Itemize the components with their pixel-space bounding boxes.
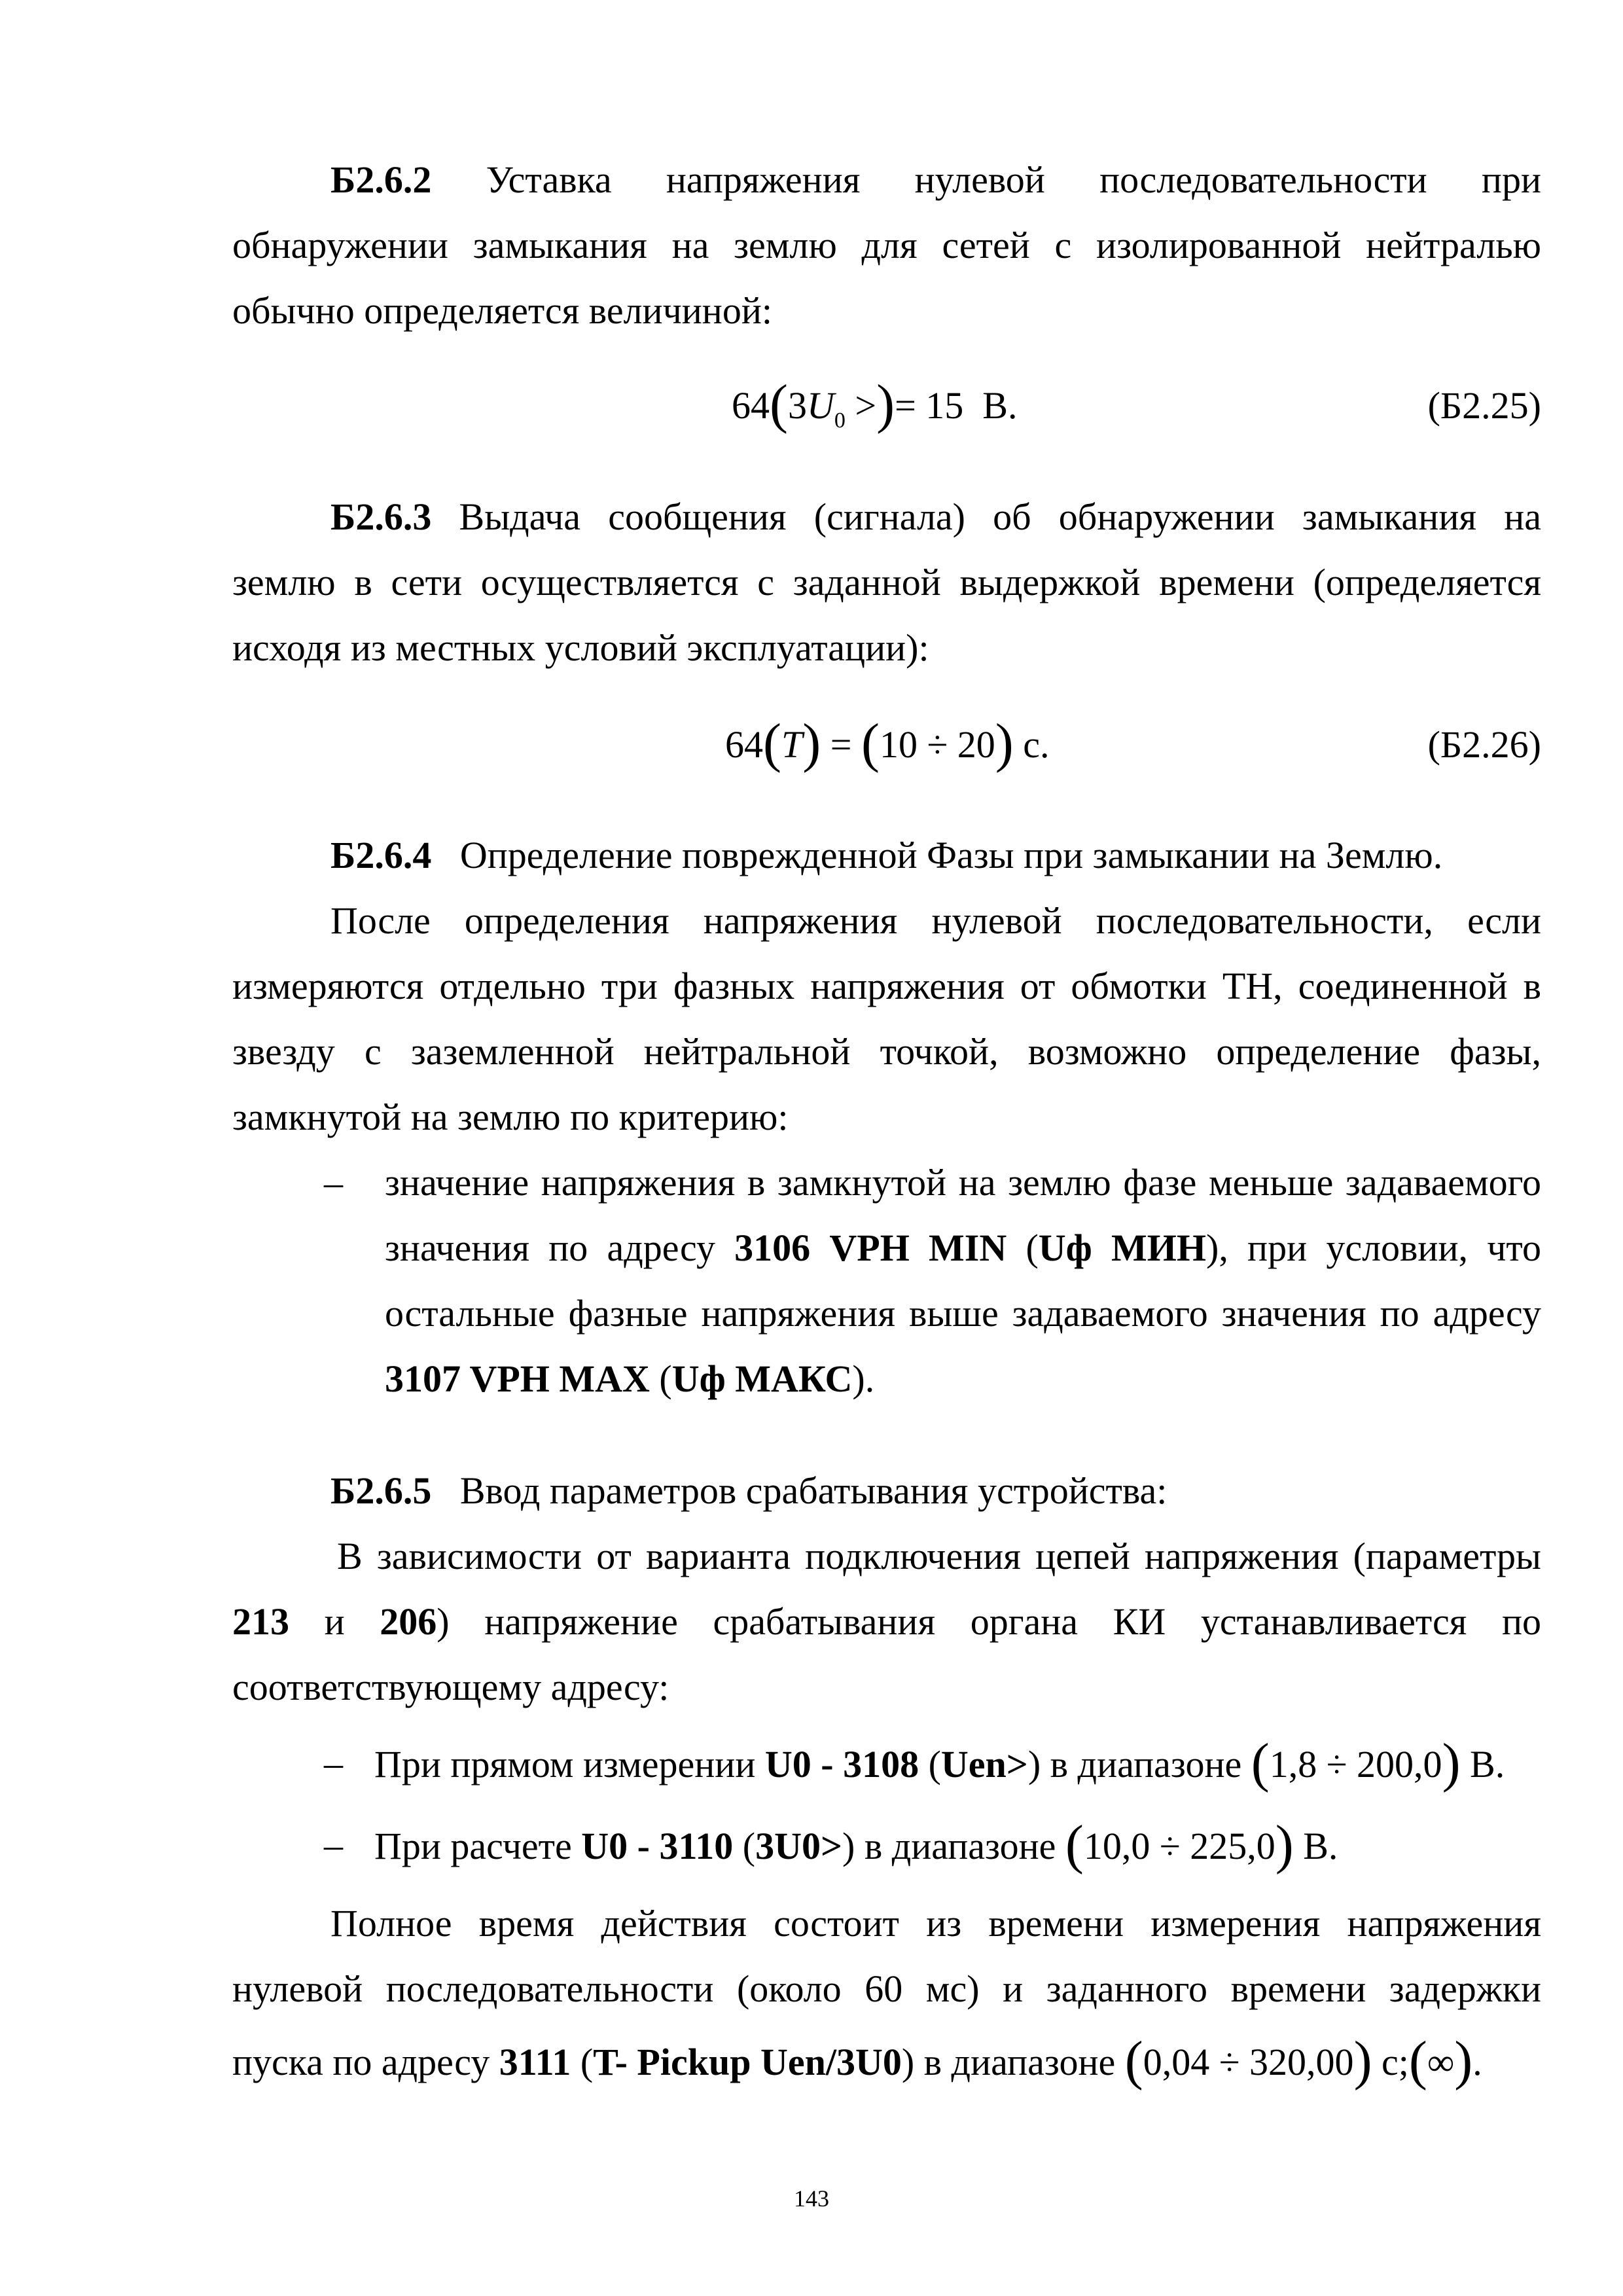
formula-eq: = 15 [895, 384, 964, 427]
s265-q3: пуска по адресу 3111 (T- Pickup Uen/3U0) в диапазоне (0,04 ÷ 320,00) с;(∞). [232, 2030, 1482, 2091]
s264-p4: замкнутой на землю по критерию: [232, 1096, 789, 1138]
address-code: U0 - 3110 [581, 1825, 734, 1867]
unit: В. [1460, 1743, 1505, 1785]
bullet-dash: – [324, 1823, 343, 1866]
param-name: Uen> [940, 1743, 1028, 1785]
text: ( [571, 2041, 594, 2083]
formula-b2-26: 64(T) = (10 ÷ 20) с. [725, 713, 1050, 774]
s265-title [330, 1468, 1541, 1514]
address-code: 3106 VPH MIN [734, 1227, 1007, 1269]
text: ) в диапазоне [901, 2041, 1125, 2083]
s265-dash2: При расчете U0 - 3110 (3U0>) в диапазоне (10,0 ÷ 225,0) В. [374, 1814, 1338, 1875]
section-title: Ввод параметров срабатывания устройства: [459, 1469, 1168, 1512]
param-number: 213 [232, 1600, 289, 1643]
s264-bullet-line1: значение напряжения в замкнутой на землю фазе меньше задаваемого [385, 1161, 1541, 1204]
text: ( [1007, 1227, 1039, 1269]
range-value: 0,04 ÷ 320,00 [1143, 2041, 1354, 2083]
s262-line1 [330, 157, 1541, 203]
bullet-dash: – [324, 1161, 343, 1204]
address-code: 3107 VPH MAX [385, 1357, 650, 1400]
formula-eq: = [830, 723, 852, 766]
equation-number: (Б2.25) [1427, 384, 1541, 427]
address-code: 3111 [499, 2041, 571, 2083]
s263-line3: исходя из местных условий эксплуатации): [232, 626, 929, 669]
section-number: Б2.6.5 [330, 1469, 432, 1512]
s265-p3: соответствующему адресу: [232, 1666, 669, 1708]
section-number: Б2.6.3 [330, 495, 432, 538]
param-number: 206 [380, 1600, 437, 1643]
s262-line2: обнаружении замыкания на землю для сетей с изолированной нейтралью [232, 224, 1541, 266]
formula-range: 10 ÷ 20 [879, 723, 995, 766]
s264-title [330, 833, 1541, 878]
section-number: Б2.6.4 [330, 834, 432, 876]
param-name: T- Pickup Uen/3U0 [593, 2041, 902, 2083]
param-name: Uф МАКС [671, 1357, 853, 1400]
text: значения по адресу [385, 1227, 735, 1269]
s265-p2 [232, 1599, 1541, 1645]
formula-gt: > [845, 384, 877, 427]
s265-dash1: При прямом измерении U0 - 3108 (Uen>) в диапазоне (1,8 ÷ 200,0) В. [374, 1732, 1505, 1793]
text: При расчете [374, 1825, 582, 1867]
text: При прямом измерении [374, 1743, 765, 1785]
text: ). [852, 1357, 875, 1400]
bullet-dash: – [324, 1742, 343, 1784]
formula-var: T [781, 723, 803, 766]
s263-line2: землю в сети осуществляется с заданной выдержкой времени (определяется [232, 561, 1541, 603]
s264-p1: После определения напряжения нулевой последовательности, если [330, 899, 1541, 942]
equation-number: (Б2.26) [1427, 723, 1541, 766]
range-value: 10,0 ÷ 225,0 [1083, 1825, 1275, 1867]
text: Выдача сообщения (сигнала) об обнаружении замыкания на [459, 495, 1541, 538]
s264-bullet-line4 [385, 1356, 1541, 1402]
text: ) в диапазоне [1027, 1743, 1251, 1785]
text: ) в диапазоне [842, 1825, 1065, 1867]
unit: В. [1293, 1825, 1338, 1867]
section-number: Б2.6.2 [330, 158, 432, 201]
s263-line1 [330, 494, 1541, 540]
s264-bullet-line3: остальные фазные напряжения выше задаваемого значения по адресу [385, 1292, 1541, 1335]
param-name: 3U0> [755, 1825, 843, 1867]
word: напряжения [666, 158, 861, 201]
s264-p2: измеряются отдельно три фазных напряжения от обмотки ТН, соединенной в [232, 965, 1541, 1007]
address-code: U0 - 3108 [764, 1743, 919, 1785]
word: нулевой [914, 158, 1045, 201]
word: Уставка [486, 158, 612, 201]
text: ) напряжение срабатывания органа КИ устанавливается по [437, 1600, 1542, 1643]
s265-p1: В зависимости от варианта подключения цепей напряжения (параметры [337, 1535, 1541, 1577]
text: ), при условии, что [1206, 1227, 1541, 1269]
param-name: Uф МИН [1038, 1227, 1207, 1269]
unit: с; [1372, 2041, 1409, 2083]
formula-unit: В. [982, 384, 1018, 427]
formula-sub: 0 [834, 408, 846, 433]
s264-p3: звезду с заземленной нейтральной точкой, возможно определение фазы, [232, 1030, 1541, 1073]
formula-prefix: 64 [732, 384, 770, 427]
formula-var: U [806, 384, 834, 427]
formula-b2-25: $64(3U_0$ >)= 15 В. [732, 374, 1018, 435]
text: ( [649, 1357, 672, 1400]
section-title: Определение поврежденной Фазы при замыкании на Землю. [459, 834, 1443, 876]
infinity: ∞ [1427, 2041, 1455, 2083]
word: при [1481, 158, 1541, 201]
s265-q1: Полное время действия состоит из времени измерения напряжения [330, 1902, 1541, 1945]
formula-prefix: 64 [725, 723, 763, 766]
formula-three: 3 [787, 384, 807, 427]
text: пуска по адресу [232, 2041, 499, 2083]
page-number: 143 [794, 2185, 829, 2212]
formula-unit: с. [1023, 723, 1050, 766]
s262-line3: обычно определяется величиной: [232, 289, 772, 332]
text: ( [733, 1825, 756, 1867]
range-value: 1,8 ÷ 200,0 [1269, 1743, 1442, 1785]
text: . [1472, 2041, 1482, 2083]
s265-q2: нулевой последовательности (около 60 мс) и заданного времени задержки [232, 1967, 1541, 2010]
word: последовательности [1099, 158, 1427, 201]
text: и [324, 1600, 345, 1643]
text: ( [919, 1743, 941, 1785]
s264-bullet-line2 [385, 1225, 1541, 1271]
